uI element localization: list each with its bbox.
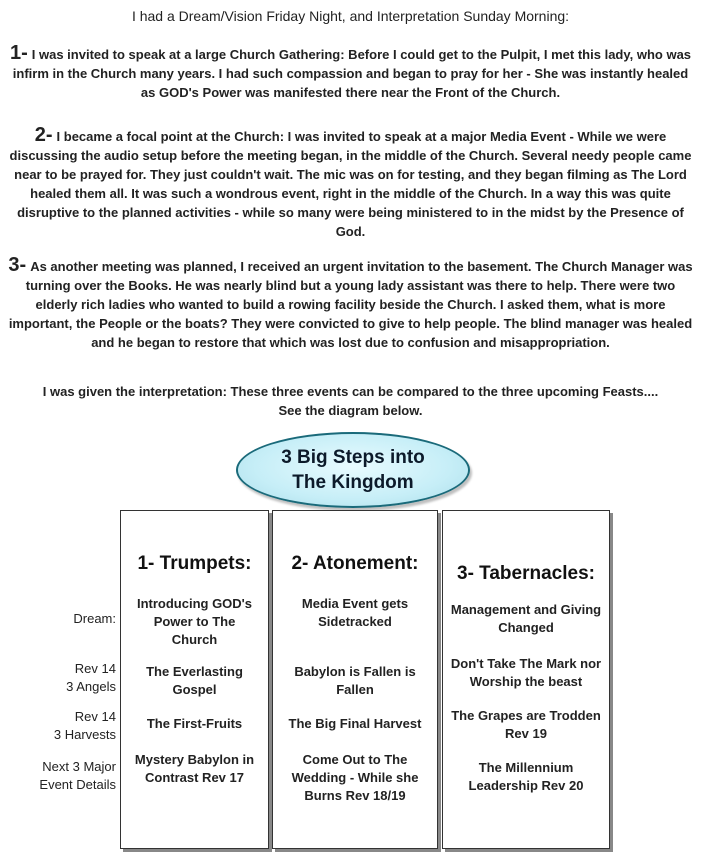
cell-angels (273, 663, 437, 699)
row-label-line: Event Details (39, 777, 116, 792)
column-tabernacles (442, 510, 610, 849)
paragraph-number: 1- (9, 42, 28, 64)
cell-line: Mystery Babylon in (134, 752, 255, 767)
paragraph-text: As another meeting was planned, I received an urgent invitation to the basement. The Church Manager was turning over the Books. He was nearly blind but a young lady assistant was there to help. There were two elderly rich ladies who wanted to build a rowing facility beside the Church. I asked them, what is more important, the People or the boats? They were convicted to give to help people. The blind manager was healed and he began to restore that which was lost due to confusion and misappropriation. (8, 259, 693, 350)
cell-angels (121, 663, 268, 699)
diagram-title-line-1: 3 Big Steps into (281, 447, 425, 468)
cell-line: The Millennium (478, 760, 574, 775)
paragraph-1 (6, 44, 695, 102)
cell-event-details (121, 751, 268, 787)
column-atonement (272, 510, 438, 849)
cell-line: The Everlasting (146, 664, 243, 679)
cell-event-details (273, 751, 437, 805)
row-label-line: Dream: (73, 611, 116, 626)
cell-line: The Big Final Harvest (288, 716, 422, 731)
cell-line: Management and Giving (450, 602, 602, 617)
cell-line: The Grapes are Trodden (451, 708, 601, 723)
diagram-title-line-2: The Kingdom (292, 472, 414, 493)
interpretation-line-1: I was given the interpretation: These three events can be compared to the three upcoming Feasts.... (42, 384, 659, 399)
diagram-title-ellipse (236, 432, 470, 508)
paragraph-number: 2- (34, 124, 53, 146)
cell-line: Leadership Rev 20 (468, 778, 584, 793)
cell-line: Worship the beast (469, 674, 583, 689)
cell-line: Media Event gets (301, 596, 409, 611)
interpretation (6, 382, 695, 420)
paragraph-3 (6, 256, 695, 352)
column-title: 3- Tabernacles: (457, 563, 595, 584)
row-label-line: Rev 14 (74, 661, 116, 676)
cell-dream (121, 595, 268, 649)
cell-dream (273, 595, 437, 631)
paragraph-number: 3- (8, 254, 27, 276)
cell-line: Babylon is Fallen is (294, 664, 416, 679)
cell-line: Come Out to The (302, 752, 408, 767)
cell-line: Church (171, 632, 218, 647)
cell-line: Wedding - While she (291, 770, 419, 785)
cell-harvests (273, 715, 437, 733)
row-label-dream (14, 610, 116, 628)
cell-harvests (443, 707, 609, 743)
row-label-3-harvests (14, 708, 116, 744)
cell-dream (443, 601, 609, 637)
row-label-line: Rev 14 (74, 709, 116, 724)
page-heading: I had a Dream/Vision Friday Night, and Interpretation Sunday Morning: (131, 8, 570, 24)
row-label-3-angels (14, 660, 116, 696)
cell-line: The First-Fruits (146, 716, 243, 731)
cell-line: Power to The (153, 614, 236, 629)
row-label-event-details (14, 758, 116, 794)
paragraph-text: I was invited to speak at a large Church Gathering: Before I could get to the Pulpit, I met this lady, who was infirm in the Church many years. I had such compassion and began to pray for her - She was instantly healed as GOD's Power was manifested there near the Front of the Church. (12, 47, 692, 100)
column-title: 1- Trumpets: (137, 553, 252, 574)
cell-line: Burns Rev 18/19 (304, 788, 406, 803)
cell-angels (443, 655, 609, 691)
cell-harvests (121, 715, 268, 733)
paragraph-2 (6, 126, 695, 241)
cell-line: Fallen (336, 682, 374, 697)
interpretation-line-2: See the diagram below. (278, 403, 423, 418)
cell-line: Gospel (172, 682, 217, 697)
row-label-line: 3 Harvests (53, 727, 116, 742)
cell-line: Rev 19 (505, 726, 547, 741)
row-label-line: 3 Angels (66, 679, 116, 694)
row-label-line: Next 3 Major (42, 759, 116, 774)
column-trumpets (120, 510, 269, 849)
cell-line: Sidetracked (318, 614, 392, 629)
column-title: 2- Atonement: (291, 553, 419, 574)
cell-line: Introducing GOD's (136, 596, 253, 611)
cell-line: Changed (498, 620, 554, 635)
cell-line: Don't Take The Mark nor (450, 656, 602, 671)
cell-event-details (443, 759, 609, 795)
paragraph-text: I became a focal point at the Church: I was invited to speak at a major Media Event - While we were discussing the audio setup before the meeting began, in the middle of the Church. Several needy people came near to be prayed for. They just couldn't wait. The mic was on for testing, and they began filming as The Lord healed them all. It was such a wondrous event, right in the middle of the Church. In a way this was quite disruptive to the planned activities - while so many were being ministered to in the midst by the Presence of God. (9, 129, 692, 239)
cell-line: Contrast Rev 17 (145, 770, 244, 785)
